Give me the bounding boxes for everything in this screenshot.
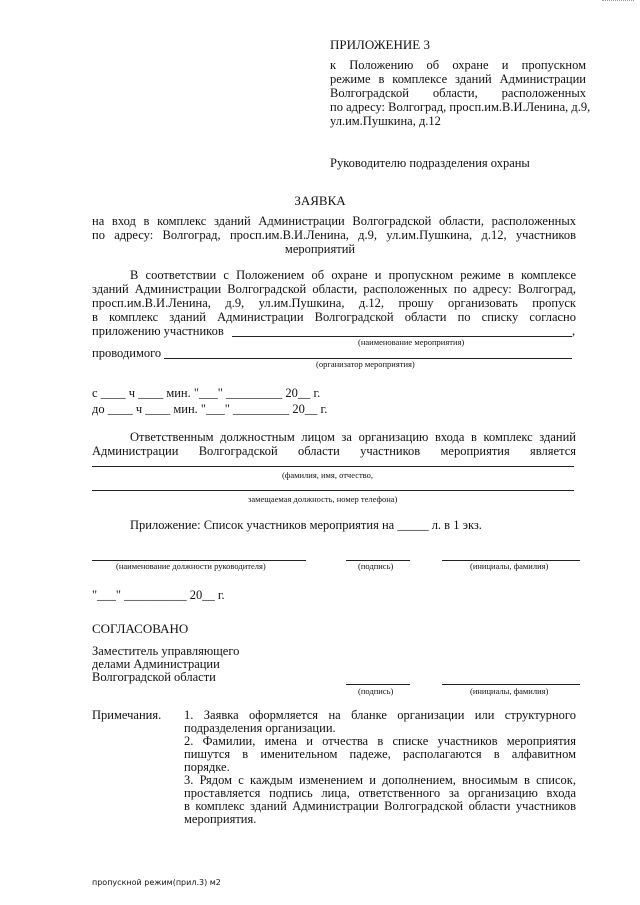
participants-label: приложению участников — [92, 324, 224, 338]
note-line: проставляется подпись лица, ответственного за организацию входа — [184, 786, 576, 800]
subtitle-line: на вход в комплекс зданий Администрации Волгоградской области, расположенных — [92, 214, 576, 228]
note-line: в комплекс зданий Администрации Волгоградской области участников — [184, 799, 576, 813]
paragraph-line: Администрации Волгоградской области участников мероприятия является — [92, 444, 576, 458]
subtitle-line: мероприятий — [284, 242, 356, 256]
organizer-hint: (организатор мероприятия) — [316, 359, 415, 369]
head-position-hint: (наименование должности руководителя) — [116, 561, 266, 571]
signature-date[interactable]: "___" __________ 20__ г. — [92, 588, 225, 602]
ref-line: ул.им.Пушкина, д.12 — [330, 114, 441, 128]
fio-hint: (фамилия, имя, отчество, — [282, 470, 374, 480]
ref-line: к Положению об охране и пропускном — [330, 58, 586, 72]
ref-line: по адресу: Волгоград, просп.им.В.И.Ленина, д.9, — [330, 100, 591, 114]
paragraph-line: в комплекс зданий Администрации Волгоградской области по списку согласно — [92, 310, 576, 324]
note-line: порядке. — [184, 760, 230, 774]
paragraph-line: Ответственным должностным лицом за организацию входа в комплекс зданий — [130, 430, 576, 444]
comma: , — [572, 324, 576, 338]
note-line: 1. Заявка оформляется на бланке организации или структурного — [184, 708, 576, 722]
ref-line: Волгоградской области, расположенных — [330, 86, 586, 100]
footer-filename: пропускной режим(прил.3) м2 — [92, 878, 221, 887]
approval-signature-hint: (подпись) — [358, 686, 394, 696]
event-name-hint: (наименование мероприятия) — [358, 337, 465, 347]
approval-title: СОГЛАСОВАНО — [92, 621, 189, 636]
note-line: 2. Фамилии, имена и отчества в списке участников мероприятия — [184, 734, 576, 748]
approval-initials-field[interactable] — [442, 684, 580, 685]
signature-hint: (подпись) — [358, 561, 394, 571]
responsible-person-field[interactable] — [92, 466, 574, 467]
document-title: ЗАЯВКА — [294, 193, 346, 208]
notes-label: Примечания. — [92, 708, 162, 722]
initials-hint: (инициалы, фамилия) — [470, 561, 549, 571]
subtitle-line: по адресу: Волгоград, просп.им.В.И.Ленина, д.9, ул.им.Пушкина, д.12, участников — [92, 228, 576, 242]
approver-position-line: делами Администрации — [92, 657, 220, 671]
time-from-line[interactable]: с ____ ч ____ мин. "___" _________ 20__ г. — [92, 386, 321, 400]
note-line: пишутся в именительном падеже, располагаются в алфавитном — [184, 747, 576, 761]
ref-line: режиме в комплексе зданий Администрации — [330, 72, 586, 86]
time-to-line[interactable]: до ____ ч ____ мин. "___" _________ 20__ г. — [92, 402, 328, 416]
approval-signature-field[interactable] — [346, 684, 410, 685]
position-hint: замещаемая должность, номер телефона) — [248, 494, 398, 504]
note-line: 3. Рядом с каждым изменением и дополнением, вносимым в список, — [184, 773, 576, 787]
paragraph-line: просп.им.В.И.Ленина, д.9, ул.им.Пушкина, д.12, прошу организовать пропуск — [92, 296, 576, 310]
attachment-line: Приложение: Список участников мероприятия на _____ л. в 1 экз. — [130, 518, 482, 532]
appendix-title: ПРИЛОЖЕНИЕ 3 — [330, 37, 430, 52]
position-phone-field[interactable] — [92, 490, 574, 491]
paragraph-line: зданий Администрации Волгоградской области, расположенных по адресу: Волгоград, — [92, 282, 576, 296]
addressee: Руководителю подразделения охраны — [330, 156, 530, 170]
scan-mark — [602, 0, 634, 1]
approver-position-line: Волгоградской области — [92, 670, 216, 684]
paragraph-line: В соответствии с Положением об охране и пропускном режиме в комплексе — [130, 268, 576, 282]
approver-position-line: Заместитель управляющего — [92, 644, 240, 658]
approval-initials-hint: (инициалы, фамилия) — [470, 686, 549, 696]
note-line: мероприятия. — [184, 812, 257, 826]
note-line: подразделения организации. — [184, 721, 336, 735]
held-by-label: проводимого — [92, 346, 162, 360]
